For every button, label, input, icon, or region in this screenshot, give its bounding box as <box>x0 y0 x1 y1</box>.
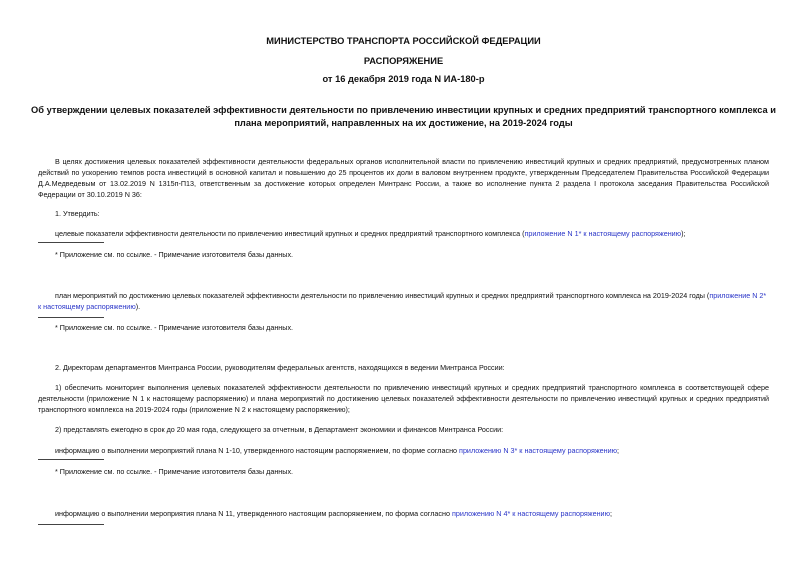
info-2-end: ; <box>609 509 612 518</box>
document-date-number: от 16 декабря 2019 года N ИА-180-р <box>322 74 485 84</box>
item-1a-text: целевые показатели эффективности деятельности по привлечению инвестиций крупных и средних предприятий транспортного комплекса ( <box>55 229 525 238</box>
appendix-4-link[interactable]: приложению N 4* к настоящему распоряжению <box>452 509 610 518</box>
footnote-divider <box>38 317 104 318</box>
intro-paragraph: В целях достижения целевых показателей эффективности деятельности федеральных органов исполнительной власти по привлечению инвестиций крупных и средних предприятий, предусмотренных планом действий по ускорению темпов роста инвестиций в основной капитал и повышению до 25 процентов их доли в валовом внутреннем продукте, утвержденным Председателем Правительства Российской Федерации Д.А.Медведевым от 13.02.2019 N 1315п-П13, ответственным за достижение которых определен Минтранс России, а также во исполнение пункта 2 раздела I протокола заседания Правительства Российской Федерации от 30.10.2019 N 36: <box>38 157 769 199</box>
footnote-3: * Приложение см. по ссылке. - Примечание изготовителя базы данных. <box>55 467 294 476</box>
appendix-1-link[interactable]: приложение N 1* к настоящему распоряжению <box>524 229 682 238</box>
item-2-2: 2) представлять ежегодно в срок до 20 мая года, следующего за отчетным, в Департамент экономики и финансов Минтранса России: <box>55 425 504 434</box>
info-1-text: информацию о выполнении мероприятий плана N 1-10, утвержденного настоящим распоряжением, по форме согласно <box>55 446 460 455</box>
info-1-end: ; <box>617 446 620 455</box>
footnote-divider <box>38 242 104 243</box>
ministry-heading: МИНИСТЕРСТВО ТРАНСПОРТА РОССИЙСКОЙ ФЕДЕРАЦИИ <box>266 36 541 46</box>
footnote-divider <box>38 459 104 460</box>
item-1b-text: план мероприятий по достижению целевых показателей эффективности деятельности по привлечению инвестиций крупных и средних предприятий транспортного комплекса на 2019-2024 годы ( <box>55 291 710 300</box>
item-1a <box>55 228 769 239</box>
item-2-1: 1) обеспечить мониторинг выполнения целевых показателей эффективности деятельности по привлечению инвестиций крупных и средних предприятий транспортного комплекса в соответствующей сфере деятельности (приложение N 1 к настоящему распоряжению) и плана мероприятий по достижению целевых показателей эффективности деятельности по привлечению инвестиций крупных и средних предприятий транспортного комплекса на 2019-2024 годы (приложение N 2 к настоящему распоряжению); <box>38 383 769 414</box>
footnote-divider <box>38 524 104 525</box>
document-type: РАСПОРЯЖЕНИЕ <box>363 56 444 66</box>
info-2 <box>55 508 769 519</box>
item-1: 1. Утвердить: <box>55 209 100 218</box>
info-1 <box>55 445 769 456</box>
footnote-1: * Приложение см. по ссылке. - Примечание изготовителя базы данных. <box>55 250 294 259</box>
document-title: Об утверждении целевых показателей эффективности деятельности по привлечению инвестиции крупных и средних предприятий транспортного комплекса и плана мероприятий, направленных на их достижение, на 2019-2024 годы <box>31 105 776 128</box>
item-1b-end: ). <box>135 302 141 311</box>
appendix-2-link[interactable]: приложение N 2* к настоящему распоряжению <box>38 291 767 311</box>
item-1a-end: ); <box>681 229 686 238</box>
info-2-text: информацию о выполнении мероприятия плана N 11, утвержденного настоящим распоряжением, по форма согласно <box>55 509 452 518</box>
footnote-2: * Приложение см. по ссылке. - Примечание изготовителя базы данных. <box>55 323 294 332</box>
appendix-3-link[interactable]: приложению N 3* к настоящему распоряжению <box>459 446 618 455</box>
item-1b <box>38 290 769 312</box>
item-2: 2. Директорам департаментов Минтранса России, руководителям федеральных агентств, находящихся в ведении Минтранса России: <box>55 363 505 372</box>
